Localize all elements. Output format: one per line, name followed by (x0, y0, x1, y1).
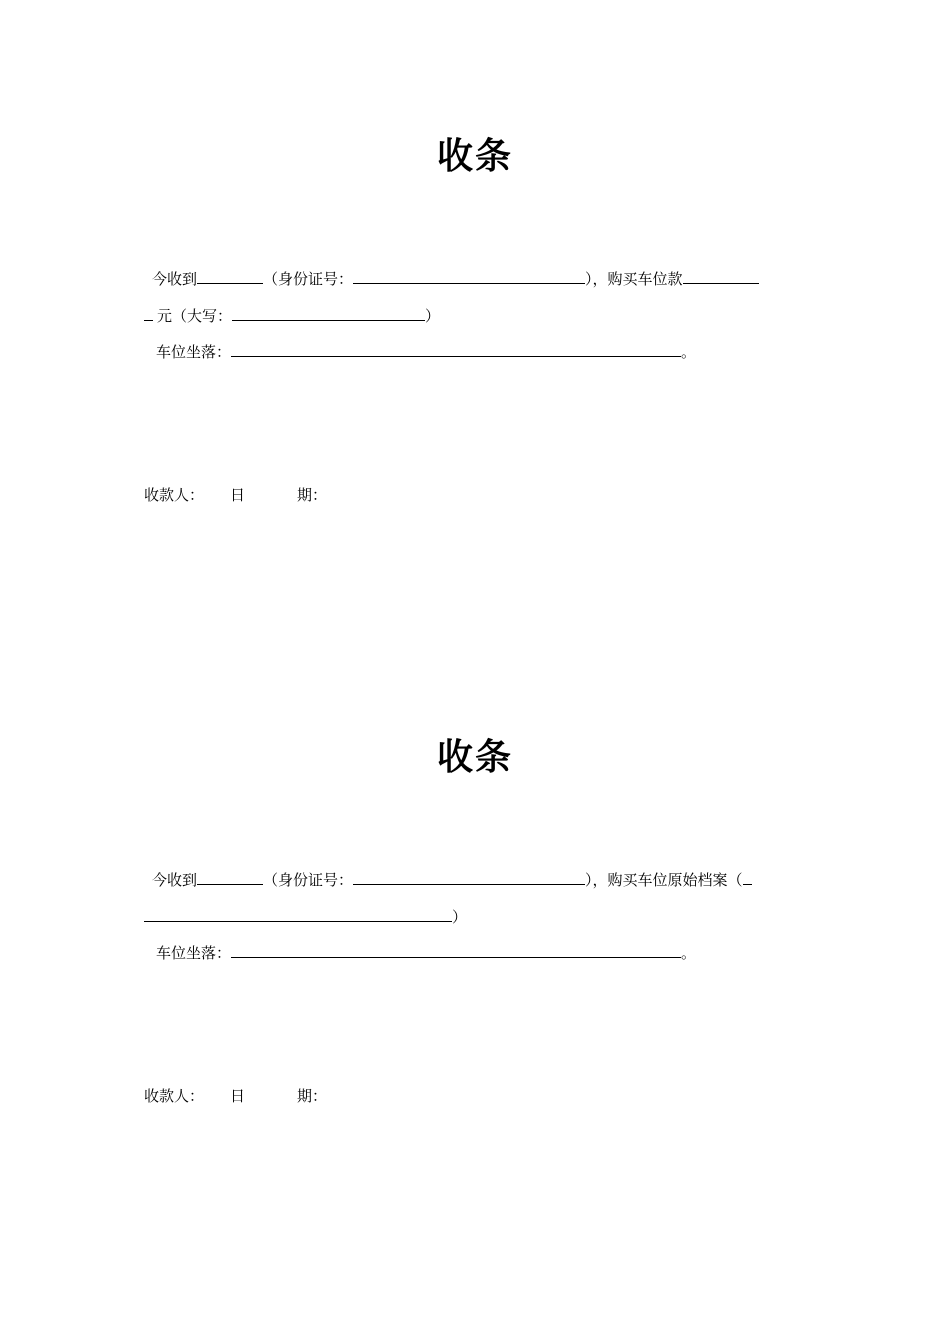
purchase-label: ），购买车位款 (585, 270, 683, 288)
receipt-line-amount (144, 305, 440, 326)
payer-name-blank[interactable] (197, 268, 263, 284)
date-label-day: 日 (230, 486, 246, 504)
receipt-line-received-from (152, 268, 759, 289)
close-paren: ） (452, 908, 468, 926)
date-label-period: 期： (297, 1087, 328, 1105)
receipt-line-archive (144, 906, 467, 927)
amount-blank-continued[interactable] (144, 305, 153, 321)
id-number-blank[interactable] (353, 869, 585, 885)
date-label-day: 日 (230, 1087, 246, 1105)
id-label: （身份证号： (263, 871, 354, 889)
period: 。 (681, 343, 697, 361)
location-blank[interactable] (231, 942, 681, 958)
id-number-blank[interactable] (353, 268, 585, 284)
receipt-line-location (156, 341, 696, 362)
received-label: 今收到 (152, 270, 198, 288)
archive-blank[interactable] (743, 869, 752, 885)
location-blank[interactable] (231, 341, 681, 357)
close-paren: ） (425, 307, 441, 325)
receipt-title: 收条 (436, 737, 513, 778)
payer-name-blank[interactable] (197, 869, 263, 885)
payee-label: 收款人： (144, 486, 205, 504)
payee-label: 收款人： (144, 1087, 205, 1105)
period: 。 (681, 944, 697, 962)
archive-label: ），购买车位原始档案（ (585, 871, 743, 889)
receipt-line-signature (144, 484, 327, 505)
archive-blank-continued[interactable] (144, 906, 452, 922)
receipt-line-location (156, 942, 696, 963)
location-label: 车位坐落： (156, 343, 232, 361)
location-label: 车位坐落： (156, 944, 232, 962)
date-label-period: 期： (297, 486, 328, 504)
amount-blank[interactable] (683, 268, 759, 284)
receipt-line-received-from (152, 869, 752, 890)
receipt-line-signature (144, 1085, 327, 1106)
amount-uppercase-blank[interactable] (232, 305, 425, 321)
amount-uppercase-label: 元（大写： (157, 307, 233, 325)
receipt-title: 收条 (436, 136, 513, 177)
id-label: （身份证号： (263, 270, 354, 288)
received-label: 今收到 (152, 871, 198, 889)
